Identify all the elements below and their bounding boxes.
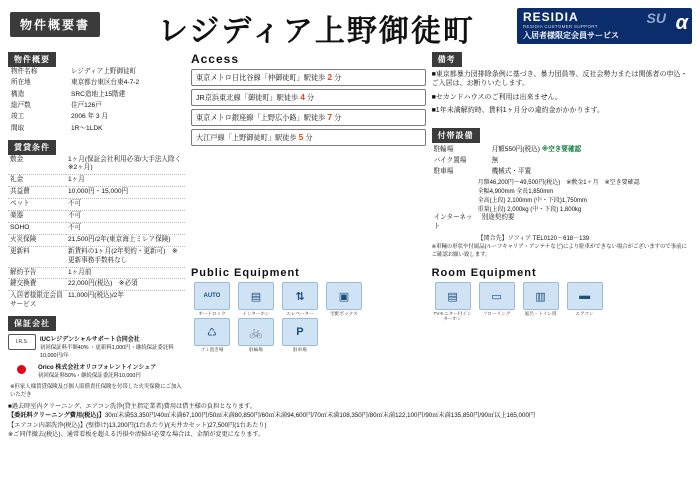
row-value: 機械式・平置 — [491, 167, 532, 175]
footer-line: 【エアコン内部洗浄(税込)】(壁掛け)13,200円(1台あたり)/(天井カセット)27,500円(1台あたり) — [8, 421, 267, 429]
table-row — [8, 187, 185, 199]
row-label: 入居者様限定会員サービス — [10, 292, 63, 309]
table-row — [8, 279, 185, 291]
facility-flag: ※空き要確認 — [541, 145, 582, 153]
equipment-caption: 風呂・トイレ別 — [524, 311, 557, 317]
parking-detail-line — [478, 177, 692, 186]
bath-toilet-separate-icon: ▥ — [523, 282, 559, 310]
equipment-item — [235, 318, 277, 352]
room-equipment-grid — [432, 282, 692, 321]
list-item: ■東京都暴力団排除条例に基づき、暴力団員等、反社会勢力または関係者の申込・ご入居は、お断りいたします。 — [431, 71, 688, 88]
facility-contact: 【関合先】ソフィア TEL0120－618－139 — [477, 236, 590, 243]
rent-table — [8, 155, 185, 311]
equipment-caption: インターホン — [242, 311, 270, 316]
access-unit: 分 — [306, 93, 315, 102]
row-label: 鍵交換費 — [8, 279, 66, 291]
row-value: 無 — [491, 156, 499, 164]
table-row — [8, 78, 185, 89]
residia-logo — [517, 8, 692, 44]
equipment-item — [476, 282, 518, 321]
left-column — [8, 52, 185, 398]
row-value: 不可 — [66, 211, 185, 223]
remark-text: 東京都暴力団排除条例に基づき、暴力団員等、反社会勢力または関係者の申込・ご入居は、お断りいたします。 — [431, 71, 688, 88]
access-minutes: 7 — [327, 112, 333, 122]
row-value: 東京都台東区台東4-7-2 — [71, 79, 140, 87]
irs-logo-icon: I.R.S. — [8, 334, 36, 350]
row-value — [490, 145, 692, 156]
equipment-caption: フローリング — [482, 311, 511, 317]
logo-line: 入居者様限定会員サービス — [523, 31, 619, 40]
equipment-item — [520, 282, 562, 321]
parking-icon: P — [282, 318, 318, 346]
table-row — [432, 213, 692, 233]
access-minutes: 5 — [298, 132, 304, 142]
guarantee-company-detail: 初回保証料50%・継続保証委託料10,000円 — [38, 373, 141, 380]
row-value: 1R～1LDK — [71, 124, 103, 132]
overview-table — [8, 67, 185, 135]
footer-line: ※ご同伴撤去(税込)、通常看板を超える汚損や清掃が必要な場合は、金額が変更になります。 — [8, 430, 265, 438]
air-conditioner-icon: ▬ — [567, 282, 603, 310]
public-equipment-grid — [191, 282, 426, 352]
footer-notes — [8, 402, 692, 439]
row-value: 1ヶ月(保証会社利用必須/大手法人除く※2ヶ月) — [66, 155, 185, 175]
row-label: 駐車場 — [433, 167, 454, 175]
tv-intercom-icon: ▤ — [435, 282, 471, 310]
row-value: 21,500円/2年(東京海上ミレア保険) — [66, 234, 185, 246]
row-label: インターネット — [433, 214, 473, 231]
row-label: 所在地 — [11, 79, 31, 87]
row-label: SOHO — [8, 222, 66, 234]
facility-value: 月額550円(税込) — [491, 145, 540, 153]
equipment-item — [279, 282, 321, 316]
equipment-item — [191, 282, 233, 316]
footer-label: 【委託料クリーニング費用(税込)】 — [8, 412, 105, 420]
row-label: バイク置場 — [433, 156, 467, 164]
equipment-item — [235, 282, 277, 316]
equipment-item — [191, 318, 233, 352]
row-value: 住戸126戸 — [71, 101, 102, 109]
table-row — [432, 156, 692, 167]
table-row — [8, 155, 185, 175]
row-label: ペット — [8, 199, 66, 211]
row-label: 火災保険 — [8, 234, 66, 246]
table-row — [8, 291, 185, 311]
row-value: 1ヶ月前 — [66, 267, 185, 279]
row-value: 不可 — [66, 222, 185, 234]
row-label: 竣工 — [11, 113, 25, 121]
body-columns — [8, 52, 692, 398]
equipment-caption: エレベーター — [286, 311, 314, 316]
table-row — [432, 145, 692, 156]
access-line: JR京浜東北線「御徒町」駅徒歩 — [195, 93, 299, 102]
row-value: レジディア上野御徒町 — [71, 68, 137, 76]
row-label: 礼金 — [8, 175, 66, 187]
access-unit: 分 — [334, 73, 342, 82]
overview-heading: 物件概要 — [8, 52, 56, 67]
parking-detail-line: 全高(上段) 2,100mm (中・下段)1,750mm — [477, 198, 587, 205]
table-row — [8, 211, 185, 223]
orico-dot-icon — [17, 365, 26, 374]
access-unit: 分 — [305, 133, 313, 142]
row-label: 敷金 — [8, 155, 66, 175]
row-label: 更新料 — [8, 246, 66, 267]
row-label: 駐輪場 — [433, 145, 454, 153]
delivery-box-icon: ▣ — [326, 282, 362, 310]
logo-sub: RESIDIA CUSTOMER SUPPORT — [523, 24, 598, 29]
row-label: 解約予告 — [8, 267, 66, 279]
access-line: 大江戸線「上野御徒町」駅徒歩 — [195, 133, 297, 142]
remark-text: 1年未満解約時、賃料1ヶ月分の違約金がかかります。 — [435, 107, 605, 115]
bicycle-parking-icon: 🚲 — [238, 318, 274, 346]
equipment-item — [564, 282, 606, 321]
remark-text: セカンドハウスのご利用は出来ません。 — [435, 93, 562, 101]
row-label: 総戸数 — [11, 101, 31, 109]
logo-alpha: α — [675, 12, 688, 34]
access-heading: Access — [190, 52, 239, 66]
list-item: ■セカンドハウスのご利用は出来ません。 — [431, 93, 562, 101]
row-value: 新賃料の1ヶ月(2年契約・更新可) ※更新事務手数料なし — [66, 246, 185, 267]
row-label: 間取 — [11, 124, 25, 132]
access-row — [191, 69, 426, 86]
equipment-item — [279, 318, 321, 352]
public-equipment-heading: Public Equipment — [190, 267, 300, 279]
row-value: 別途契約要 — [481, 214, 515, 222]
row-value: 1ヶ月 — [66, 175, 185, 187]
table-row — [8, 246, 185, 267]
facility-heading: 付帯設備 — [432, 128, 480, 143]
table-row — [8, 123, 185, 134]
parking-price: 月額46,200円～49,500円(税込) ※敷金1ヶ月 ※空き要確認 — [477, 180, 640, 187]
room-equipment-heading: Room Equipment — [431, 267, 537, 280]
parking-detail-line: 重量(上段) 2,000kg (中・下段) 1,800kg — [477, 207, 582, 214]
equipment-caption: 宅配ボックス — [330, 311, 358, 316]
row-value: 22,000円(税込) ※必須 — [66, 279, 185, 291]
table-row — [8, 90, 185, 101]
table-row — [8, 67, 185, 78]
guarantee-heading: 保証会社 — [8, 316, 56, 331]
equipment-caption: エアコン — [575, 311, 594, 317]
equipment-caption: 駐輪場 — [249, 347, 263, 353]
list-item: ■1年未満解約時、賃料1ヶ月分の違約金がかかります。 — [431, 107, 605, 115]
row-value: 10,000円・15,000円 — [66, 187, 185, 199]
table-row — [8, 101, 185, 112]
access-line: 東京メトロ銀座線「上野広小路」駅徒歩 — [195, 113, 326, 122]
guarantee-company-name: IUCレジデンシャルサポート合同会社 — [40, 337, 140, 344]
parking-detail-line: 全幅4,900mm 全長1,850mm — [477, 189, 554, 196]
table-row — [8, 112, 185, 123]
access-line: 東京メトロ日比谷線「仲御徒町」駅徒歩 — [195, 73, 326, 82]
facility-note: ※車輛の形状や付属品(ルーフキャリア・アンテナなど)により駐車ができない場合がございますので事前にご確認お願い致します。 — [431, 244, 687, 258]
logo-brand: RESIDIA — [523, 10, 579, 24]
facility-table — [432, 145, 692, 178]
guarantee-row — [8, 334, 185, 359]
equipment-caption: オートロック — [198, 311, 226, 316]
header-tag: 物件概要書 — [10, 12, 100, 37]
row-value: 11,000円(税込)/2年 — [68, 292, 124, 300]
logo-su: SU — [646, 10, 666, 26]
equipment-caption: TVモニター付インターホン — [433, 311, 472, 322]
flooring-icon: ▭ — [479, 282, 515, 310]
guarantee-note: ※但家人様賃貸保険及び個人賠償責任保険を付帯した火災保険にご加入いただき — [10, 384, 182, 399]
auto-lock-icon: AUTO — [194, 282, 230, 310]
row-value: SRC造地上15階建 — [71, 90, 126, 98]
equipment-caption: 駐車場 — [293, 347, 307, 353]
table-row — [8, 222, 185, 234]
page-title: レジディア上野御徒町 — [158, 14, 475, 49]
access-row — [191, 89, 426, 106]
access-row — [191, 129, 426, 146]
access-minutes: 2 — [327, 72, 333, 82]
table-row — [8, 234, 185, 246]
middle-column — [191, 52, 426, 398]
table-row — [432, 167, 692, 178]
remarks-list — [432, 70, 692, 116]
access-unit: 分 — [334, 113, 342, 122]
footer-line — [8, 411, 692, 420]
intercom-icon: ▤ — [238, 282, 274, 310]
equipment-caption: ゴミ置き場 — [200, 347, 224, 353]
internet-table — [432, 213, 692, 233]
table-row — [8, 175, 185, 187]
orico-logo-icon — [8, 362, 34, 376]
rent-heading: 賃貸条件 — [8, 140, 56, 155]
trash-room-icon: ♺ — [194, 318, 230, 346]
row-label: 楽器 — [8, 211, 66, 223]
right-column — [432, 52, 692, 398]
elevator-icon: ⇅ — [282, 282, 318, 310]
footer-value: 30㎡未満53,350円/40㎡未満67,100円/50㎡未満80,850円/60㎡未満94,600円/70㎡未満108,350円/80㎡未満122,100円/90㎡未満135,850円/90㎡以上165,000円 — [104, 412, 536, 420]
access-minutes: 4 — [300, 92, 305, 102]
equipment-item — [432, 282, 474, 321]
row-label: 構造 — [11, 90, 25, 98]
remarks-heading: 備考 — [432, 52, 462, 67]
row-value: 不可 — [66, 199, 185, 211]
table-row — [8, 199, 185, 211]
guarantee-row — [8, 362, 185, 379]
guarantee-company-name: Orico 株式会社オリコフォレントインシュア — [38, 365, 157, 372]
row-label: 物件名称 — [11, 68, 38, 76]
footer-line: ■過去時室内クリーニング、エアコン洗浄(貸主指定業者)費用は借主様の負担となります。 — [8, 403, 256, 411]
document-header — [8, 6, 692, 52]
access-row — [191, 109, 426, 126]
table-row — [8, 267, 185, 279]
row-label: 共益費 — [8, 187, 66, 199]
guarantee-company-detail: 初回保証料半額40% ・更新料1,000円・継続保証委託料10,000円/年 — [40, 345, 174, 360]
row-value: 2006 年 3 月 — [71, 113, 109, 121]
equipment-item — [323, 282, 365, 316]
